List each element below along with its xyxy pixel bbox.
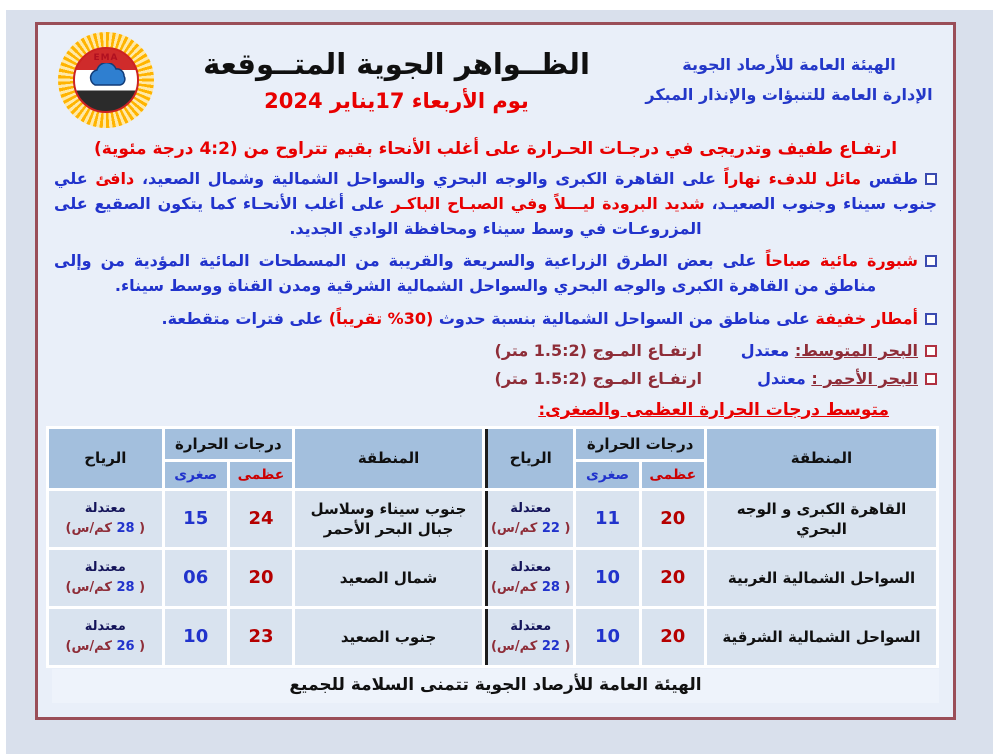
col-header-temps: درجات الحرارة [165,429,293,459]
paren: ( [134,520,146,536]
wind-type: معتدلة [510,560,552,576]
text-segment: أمطار خفيفة [809,308,918,328]
wind-speed-value: 26 [116,638,135,654]
min-temp-cell: 11 [576,491,638,547]
wind-speed-value: 28 [116,520,135,536]
wind-speed-value: 22 [541,520,560,536]
col-header-region: المنطقة [707,429,936,488]
wind-cell [49,491,162,547]
wind-speed [66,521,145,536]
square-bullet-icon [925,173,937,185]
max-temp-cell: 20 [642,609,704,665]
max-temp-cell: 20 [230,550,292,606]
agency-names [639,50,939,111]
wind-speed [491,639,570,654]
sea-label-block [702,341,937,360]
max-temp-cell: 23 [230,609,292,665]
wind-type: معتدلة [84,501,126,517]
page-background [6,10,993,754]
title-block [154,47,639,113]
text-segment: على القاهرة الكبرى والوجه البحري والسواحل الشمالية وشمال الصعيد، [134,169,716,188]
ema-logo-core [73,47,138,112]
agency-line1: الهيئة العامة للأرصاد الجوية [682,54,896,74]
text-segment: على مناطق من السواحل الشمالية بنسبة حدوث [433,308,810,328]
table-row [49,609,936,665]
wind-cell [485,550,573,606]
col-header-max: عظمى [230,462,292,488]
wind-speed-value: 22 [541,638,560,654]
text-segment: شبورة مائية صباحاً [756,251,919,271]
document-header [52,31,939,129]
text-segment: طقس [861,169,919,188]
max-temp-cell: 24 [230,491,292,547]
wind-speed [66,639,145,654]
footer-message: الهيئة العامة للأرصاد الجوية تتمنى السلامة للجميع [52,669,939,703]
wind-type: معتدلة [84,619,126,635]
region-cell: السواحل الشمالية الشرقية [707,609,936,665]
min-temp-cell: 06 [165,550,227,606]
text-segment: على بعض الطرق الزراعية والسريعة والقريبة من المسطحات المائية المؤدية من وإلى مناطق من القاهرة الكبرى والوجه البحري والسواحل الشمالية الشرقية ومدن القناة ووسط سيناء. [54,251,877,296]
wind-unit: كم/س) [490,520,542,536]
sea-state-value: معتدل [757,368,806,388]
square-bullet-icon [925,373,937,385]
page-title: الظــواهر الجوية المتــوقعة [203,47,590,81]
region-cell: السواحل الشمالية الغربية [707,550,936,606]
col-header-wind: الرياح [485,429,573,488]
cloud-icon [83,63,131,93]
wind-unit: كم/س) [490,579,542,595]
wind-unit: كم/س) [65,520,117,536]
agency-line2: الإدارة العامة للتنبؤات والإنذار المبكر [645,85,933,104]
sea-label-block [702,369,937,388]
paren: ( [134,579,146,595]
wind-unit: كم/س) [65,638,117,654]
paren: ( [559,579,571,595]
ema-sun-logo-icon [58,32,154,128]
col-header-region: المنطقة [295,429,482,488]
sea-state-mediterranean [54,341,937,360]
wind-speed-value: 28 [541,579,560,595]
forecast-date: يوم الأربعاء 17يناير 2024 [264,89,529,113]
table-row [49,491,936,547]
wind-type: معتدلة [84,560,126,576]
text-segment: على أغلب الأنحـاء كما يتكون الصقيع على المزروعـات في وسط سيناء ومحافظة الوادي الجديد. [54,193,702,238]
sea-name: البحر المتوسط: [794,340,918,360]
temperature-table-wrap [52,426,939,668]
col-header-wind: الرياح [49,429,162,488]
min-temp-cell: 10 [576,550,638,606]
wind-speed [66,580,145,595]
paren: ( [559,638,571,654]
col-header-min: صغرى [576,462,638,488]
text-segment: شديد البرودة ليـــلاً وفي الصبـاح الباكـر [384,193,705,213]
forecast-document [35,22,956,720]
bullet-fog [54,249,937,299]
bullet-rain [54,307,937,332]
wind-cell [485,491,573,547]
max-temp-cell: 20 [642,491,704,547]
text-segment: على فترات متقطعة. [161,308,324,328]
min-temp-cell: 10 [165,609,227,665]
paren: ( [559,520,571,536]
ema-logo-text: EMA [93,53,119,64]
wind-type: معتدلة [510,501,552,517]
wind-speed [491,521,570,536]
max-temp-cell: 20 [642,550,704,606]
region-cell: شمال الصعيد [295,550,482,606]
table-title: متوسط درجات الحرارة العظمى والصغرى: [538,399,889,420]
wind-type: معتدلة [510,619,552,635]
sea-state-red-sea [54,369,937,388]
col-header-max: عظمى [642,462,704,488]
sea-state-value: معتدل [740,340,790,360]
region-cell: جنوب سيناء وسلاسل جبال البحر الأحمر [295,491,482,547]
text-segment: (30% تقريباً) [323,308,434,328]
wind-unit: كم/س) [65,579,117,595]
col-header-min: صغرى [165,462,227,488]
square-bullet-icon [925,345,937,357]
headline-temperature-rise: ارتفـاع طفيف وتدريجى في درجـات الحـرارة على أغلب الأنحاء بقيم تتراوح من (4:2 درجة مئوية) [93,139,898,159]
table-row [49,550,936,606]
wind-cell [49,609,162,665]
temperature-table [46,426,939,668]
wind-speed [491,580,570,595]
sea-name: البحر الأحمر : [811,368,918,388]
wind-unit: كم/س) [490,638,542,654]
wind-cell [49,550,162,606]
text-segment: علي جنوب سيناء وجنوب الصعيـد، [54,169,938,213]
region-cell: القاهرة الكبرى و الوجه البحري [707,491,936,547]
text-segment: مائل للدفء نهاراً [715,169,862,188]
square-bullet-icon [925,255,937,267]
text-segment: دافئ [87,169,135,188]
wind-cell [485,609,573,665]
wave-height: ارتفـاع المـوج (1.5:2 متر) [494,368,702,388]
bullet-weather-general [54,167,937,241]
min-temp-cell: 10 [576,609,638,665]
square-bullet-icon [925,313,937,325]
wind-speed-value: 28 [116,579,135,595]
min-temp-cell: 15 [165,491,227,547]
col-header-temps: درجات الحرارة [576,429,704,459]
wave-height: ارتفـاع المـوج (1.5:2 متر) [494,340,702,360]
paren: ( [134,638,146,654]
region-cell: جنوب الصعيد [295,609,482,665]
